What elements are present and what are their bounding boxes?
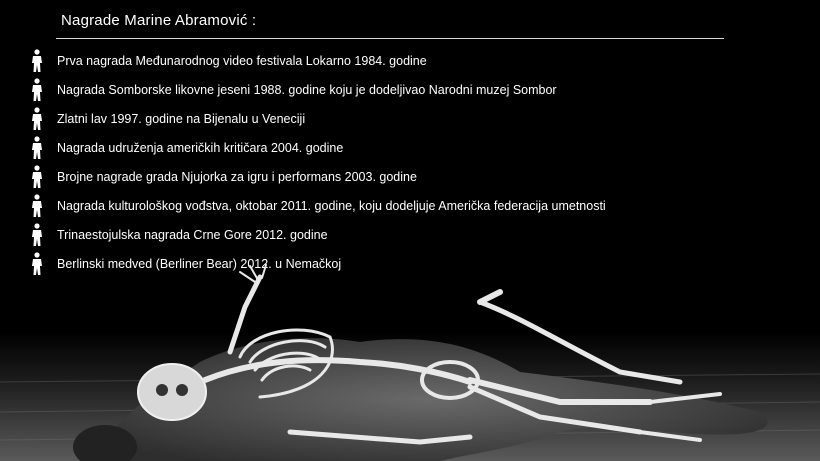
award-item [30,220,606,249]
award-text: Prva nagrada Međunarodnog video festivala Lokarno 1984. godine [57,53,427,68]
title-divider [56,38,724,39]
award-text: Brojne nagrade grada Njujorka za igru i performans 2003. godine [57,169,417,184]
award-item [30,162,606,191]
person-icon [30,49,44,73]
award-item [30,133,606,162]
skeleton-photo [0,262,820,461]
slide-title: Nagrade Marine Abramović : [61,12,257,29]
award-item [30,104,606,133]
award-text: Trinaestojulska nagrada Crne Gore 2012. godine [57,227,328,242]
award-text: Nagrada Somborske likovne jeseni 1988. godine koju je dodeljivao Narodni muzej Sombor [57,82,557,97]
person-icon [30,78,44,102]
person-icon [30,136,44,160]
award-item [30,75,606,104]
person-icon [30,107,44,131]
person-icon [30,194,44,218]
award-item [30,46,606,75]
award-text: Nagrada udruženja američkih kritičara 2004. godine [57,140,344,155]
awards-list [30,46,606,278]
award-text: Berlinski medved (Berliner Bear) 2012. u Nemačkoj [57,256,342,271]
award-text: Nagrada kulturološkog vođstva, oktobar 2011. godine, koju dodeljuje Američka federacija umetnosti [57,198,606,213]
award-item [30,191,606,220]
award-text: Zlatni lav 1997. godine na Bijenalu u Veneciji [57,111,306,126]
person-icon [30,165,44,189]
person-icon [30,223,44,247]
